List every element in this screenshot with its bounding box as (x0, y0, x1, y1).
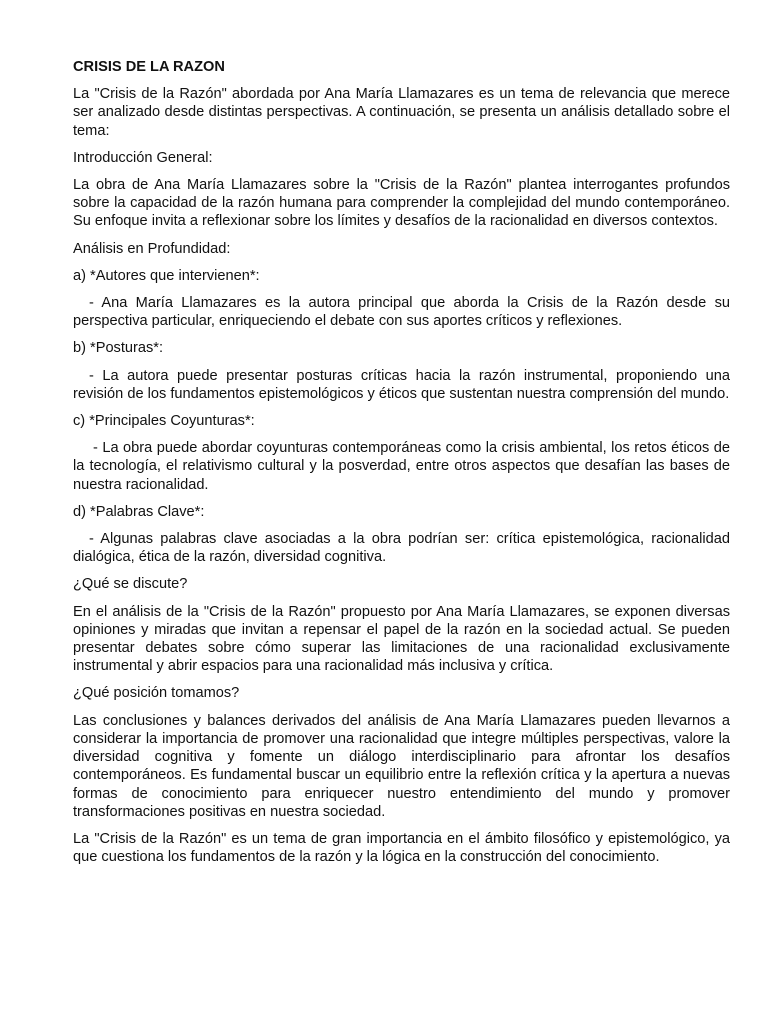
que-posicion-paragraph: Las conclusiones y balances derivados del análisis de Ana María Llamazares pueden llevarnos a considerar la importancia de promover una racionalidad que integre múltiples perspectivas, valore la diversidad cognitiva y fomente un diálogo interdisciplinario para afrontar los desafíos contemporáneos. Es fundamental buscar un equilibrio entre la reflexión crítica y la apertura a nuevas formas de conocimiento para enriquecer nuestro entendimiento del mundo y promover transformaciones positivas en nuestra sociedad. (73, 712, 730, 820)
closing-paragraph: La "Crisis de la Razón" es un tema de gran importancia en el ámbito filosófico y epistemológico, ya que cuestiona los fundamentos de la razón y la lógica en la construcción del conocimiento. (73, 830, 730, 866)
palabras-clave-paragraph: - Algunas palabras clave asociadas a la obra podrían ser: crítica epistemológica, racionalidad dialógica, ética de la razón, diversidad cognitiva. (73, 531, 730, 566)
section-heading-analisis: Análisis en Profundidad: (73, 240, 231, 257)
autores-paragraph: - Ana María Llamazares es la autora principal que aborda la Crisis de la Razón desde su perspectiva particular, enriqueciendo el debate con sus aportes críticos y reflexiones. (73, 295, 730, 330)
document-title: CRISIS DE LA RAZON (73, 59, 225, 75)
que-se-discute-paragraph: En el análisis de la "Crisis de la Razón" propuesto por Ana María Llamazares, se exponen diversas opiniones y miradas que invitan a repensar el papel de la razón en la sociedad actual. Se pueden presentar debates sobre cómo superar las limitaciones de una racionalidad exclusivamente instrumental y abrir espacios para una racionalidad más inclusiva y crítica. (73, 603, 730, 675)
section-heading-que-posicion: ¿Qué posición tomamos? (73, 685, 240, 702)
section-heading-que-se-discute: ¿Qué se discute? (73, 576, 188, 593)
intro-paragraph: La "Crisis de la Razón" abordada por Ana María Llamazares es un tema de relevancia que merece ser analizado desde distintas perspectivas. A continuación, se presenta un análisis detallado sobre el tema: (73, 86, 730, 139)
subsection-heading-autores: a) *Autores que intervienen*: (73, 267, 260, 284)
coyunturas-paragraph: - La obra puede abordar coyunturas contemporáneas como la crisis ambiental, los retos éticos de la tecnología, el relativismo cultural y la posverdad, entre otros aspectos que desafían las bases de nuestra racionalidad. (73, 440, 730, 493)
section-heading-introduccion: Introducción General: (73, 149, 213, 166)
posturas-paragraph: - La autora puede presentar posturas críticas hacia la razón instrumental, proponiendo una revisión de los fundamentos epistemológicos y éticos que sustentan nuestra comprensión del mundo. (73, 367, 730, 402)
subsection-heading-posturas: b) *Posturas*: (73, 340, 164, 357)
subsection-heading-coyunturas: c) *Principales Coyunturas*: (73, 413, 255, 430)
introduccion-paragraph: La obra de Ana María Llamazares sobre la "Crisis de la Razón" plantea interrogantes profundos sobre la capacidad de la razón humana para comprender la complejidad del mundo contemporáneo. Su enfoque invita a reflexionar sobre los límites y desafíos de la racionalidad en diversos contextos. (73, 177, 730, 230)
subsection-heading-palabras-clave: d) *Palabras Clave*: (73, 503, 205, 520)
